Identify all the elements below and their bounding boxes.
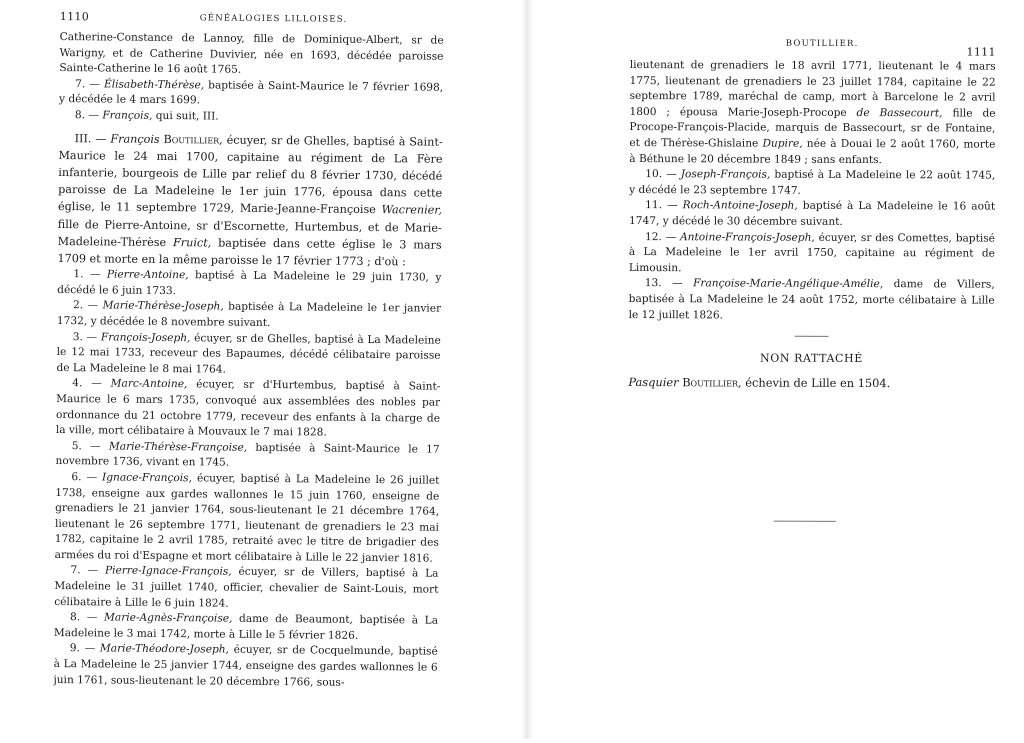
generation-prefix: III. — [74, 131, 107, 146]
end-divider [774, 520, 836, 521]
child-text: baptisée à Saint-Maurice le 7 février 1698, y décédée le 4 mars 1699. [58, 79, 444, 107]
list-item [59, 77, 443, 112]
right-page-body [628, 58, 996, 522]
child-number: 12. — [644, 230, 677, 243]
generation-name: François [110, 132, 160, 146]
continuation-paragraph [629, 58, 995, 169]
list-item [629, 230, 995, 278]
child-text: écuyer, sr d'Hurtembus, baptisé à Saint-Maurice le 6 mars 1735, convoqué aux assemblées des nobles par ordonnance du 21 octobre 1779, receveur des enfants à la charge de la ville, mort célibataire à Mouvaux le 7 mai 1828. [55, 378, 441, 439]
child-text: baptisé à La Madeleine le 22 août 1745, y décédé le 23 septembre 1747. [629, 168, 996, 197]
child-number: 3. — [72, 330, 98, 343]
list-item [54, 563, 438, 613]
list-item [53, 641, 437, 691]
child-number: 7. — [75, 77, 101, 91]
generation-surname: Boutillier, [163, 132, 223, 147]
generation-text-2: fille de Pierre-Antoine, sr d'Escornette, Hurtembus, et de Marie-Madeleine-Thérèse [57, 217, 442, 249]
child-text: baptisé à La Madeleine le 16 août 1747, y décédé le 30 décembre suivant. [629, 200, 996, 228]
continuation-text: lieutenant de grenadiers le 18 avril 1771, lieutenant le 4 mars 1775, lieutenant de grenadiers le 23 juillet 1784, capitaine le 22 septembre 1789, maréchal de camp, mort à Barcelone le 2 avril 1800 ; épousa Marie-Joseph-Procope [629, 58, 996, 119]
child-name: Joseph-François, [680, 168, 771, 181]
child-name: Françoise-Marie-Angélique-Amélie, [693, 277, 884, 291]
continuation-text-2: fille de Procope-François-Placide, marquis de Bassecourt, sr de Fontaine, et de Thérèse-Ghislaine [629, 107, 996, 150]
right-page-header [630, 36, 996, 60]
child-text: écuyer, baptisé à La Madeleine le 26 juillet 1738, enseigne aux gardes wallonnes le 15 juin 1760, enseigne de grenadiers le 21 janvier 1764, sous-lieutenant le 21 décembre 1764, lieutenant le 26 septembre 1771, lieutenant de grenadiers le 23 mai 1782, capitaine le 2 avril 1785, retraité avec le titre de brigadier des armées du roi d'Espagne et mort célibataire à Lille le 22 janvier 1816. [54, 472, 440, 565]
child-name: Pierre-Ignace-François, [104, 564, 232, 579]
child-text: baptisée à La Madeleine le 1er janvier 1732, y décédée le 8 novembre suivant. [56, 301, 442, 330]
child-name: Élisabeth-Thérèse, [103, 78, 205, 92]
non-rattache-entry [628, 374, 994, 392]
continuation-spouse: de Bassecourt, [856, 106, 943, 120]
child-number: 7. — [70, 564, 99, 577]
left-page [53, 0, 444, 743]
child-name: Antoine-François-Joseph, [680, 230, 815, 244]
non-rattache-name: Pasquier [628, 374, 679, 389]
generation-text-3: baptisée dans cette église le 3 mars 1709 et morte en la même paroisse le 17 février 1773 ; d'où : [57, 236, 442, 269]
child-text: écuyer, sr de Villers, baptisé à La Madeleine le 31 juillet 1740, officier, chevalier de Saint-Louis, mort célibataire à Lille le 6 juin 1824. [54, 566, 439, 610]
left-page-header [60, 10, 444, 32]
list-item [55, 470, 440, 567]
generation-paragraph [57, 130, 442, 271]
child-text: baptisé à La Madeleine le 29 juin 1730, y décédé le 6 juin 1733. [57, 269, 442, 297]
child-name: François-Joseph, [100, 330, 191, 344]
child-number: 1. — [73, 268, 101, 281]
list-item [57, 298, 441, 333]
generation-spouse-mother: Fruict, [173, 235, 212, 250]
right-page-number: 1111 [966, 45, 996, 59]
book-gutter [520, 0, 534, 739]
left-page-body [53, 30, 443, 692]
opening-paragraph: Catherine-Constance de Lannoy, fille de Dominique-Albert, sr de Warigny, et de Catherine Duvivier, née en 1693, décédée paroisse Sainte-Catherine le 16 août 1765. [59, 30, 444, 76]
list-item [56, 330, 440, 380]
child-number: 4. — [72, 377, 102, 390]
child-name: Roch-Antoine-Joseph, [682, 199, 798, 213]
right-page [627, 0, 996, 741]
left-running-title: GÉNÉALOGIES LILLOISES. [199, 13, 348, 25]
list-item [629, 198, 995, 231]
right-running-title: BOUTILLIER. [785, 38, 859, 49]
list-item [54, 610, 438, 645]
continuation-mother: Dupire, [762, 137, 803, 150]
child-number: 9. — [69, 642, 96, 655]
list-item [629, 276, 995, 324]
non-rattache-text: échevin de Lille en 1504. [745, 375, 891, 390]
child-number: 6. — [71, 471, 98, 484]
child-text: dame de Villers, baptisée à La Madeleine le 24 août 1752, morte célibataire à Lille le 12 juillet 1826. [628, 278, 995, 321]
child-number: 8. — [74, 109, 100, 122]
child-text: écuyer, sr de Ghelles, baptisé à La Madeleine le 12 mai 1733, receveur des Bapaumes, décédé célibataire paroisse de La Madeleine le 8 mai 1764. [56, 331, 441, 376]
child-number: 8. — [70, 611, 98, 624]
child-number: 5. — [71, 439, 101, 453]
child-name: Ignace-François, [102, 471, 193, 485]
child-name: Marie-Thérèse-Joseph, [102, 299, 224, 313]
child-text: écuyer, sr de Cocquelmunde, baptisé à La Madeleine le 25 janvier 1744, enseigne des gardes wallonnes le 6 juin 1761, sous-lieutenant le 20 décembre 1766, sous- [53, 644, 438, 689]
child-number: 13. — [644, 277, 683, 290]
generation-spouse: Wacrenier, [381, 203, 443, 218]
continuation-text-3: née à Douai le 2 août 1760, morte à Béthune le 20 décembre 1849 ; sans enfants. [629, 137, 996, 166]
child-name: Marie-Théodore-Joseph, [99, 642, 230, 657]
section-divider [795, 336, 829, 337]
non-rattache-surname: Boutillier, [682, 374, 742, 390]
child-number: 10. — [645, 168, 677, 181]
left-page-number: 1110 [59, 9, 90, 24]
child-name: Marie-Agnès-Françoise, [104, 611, 233, 625]
list-item [55, 439, 439, 474]
child-text: écuyer, sr des Comettes, baptisé à La Madeleine le 1er avril 1750, capitaine au régiment de Limousin. [628, 231, 995, 274]
child-name: Pierre-Antoine, [106, 268, 189, 282]
child-text: qui suit, III. [155, 109, 219, 123]
section-title: NON RATTACHÉ [759, 351, 863, 366]
child-text: dame de Beaumont, baptisée à La Madeleine le 3 mai 1742, morte à Lille le 5 février 1826. [53, 612, 439, 642]
list-item [57, 267, 441, 302]
child-name: Marie-Thérèse-Françoise, [108, 440, 248, 454]
child-number: 2. — [73, 299, 99, 312]
child-name: Marc-Antoine, [110, 377, 188, 391]
list-item [629, 167, 995, 200]
list-item [56, 376, 441, 442]
child-number: 11. — [645, 199, 678, 212]
list-item [59, 108, 443, 127]
child-name: François, [102, 109, 153, 122]
child-text: baptisée à Saint-Maurice le 17 novembre 1736, vivant en 1745. [55, 441, 440, 469]
generation-text: écuyer, sr de Ghelles, baptisé à Saint-Maurice le 24 mai 1700, capitaine au régiment de La Fère infanterie, bourgeois de Lille par relief du 8 février 1730, décédé paroisse de La Madeleine le 1er juin 1776, épousa dans cette église, le 11 septembre 1729, Marie-Jeanne-Françoise [57, 133, 443, 217]
